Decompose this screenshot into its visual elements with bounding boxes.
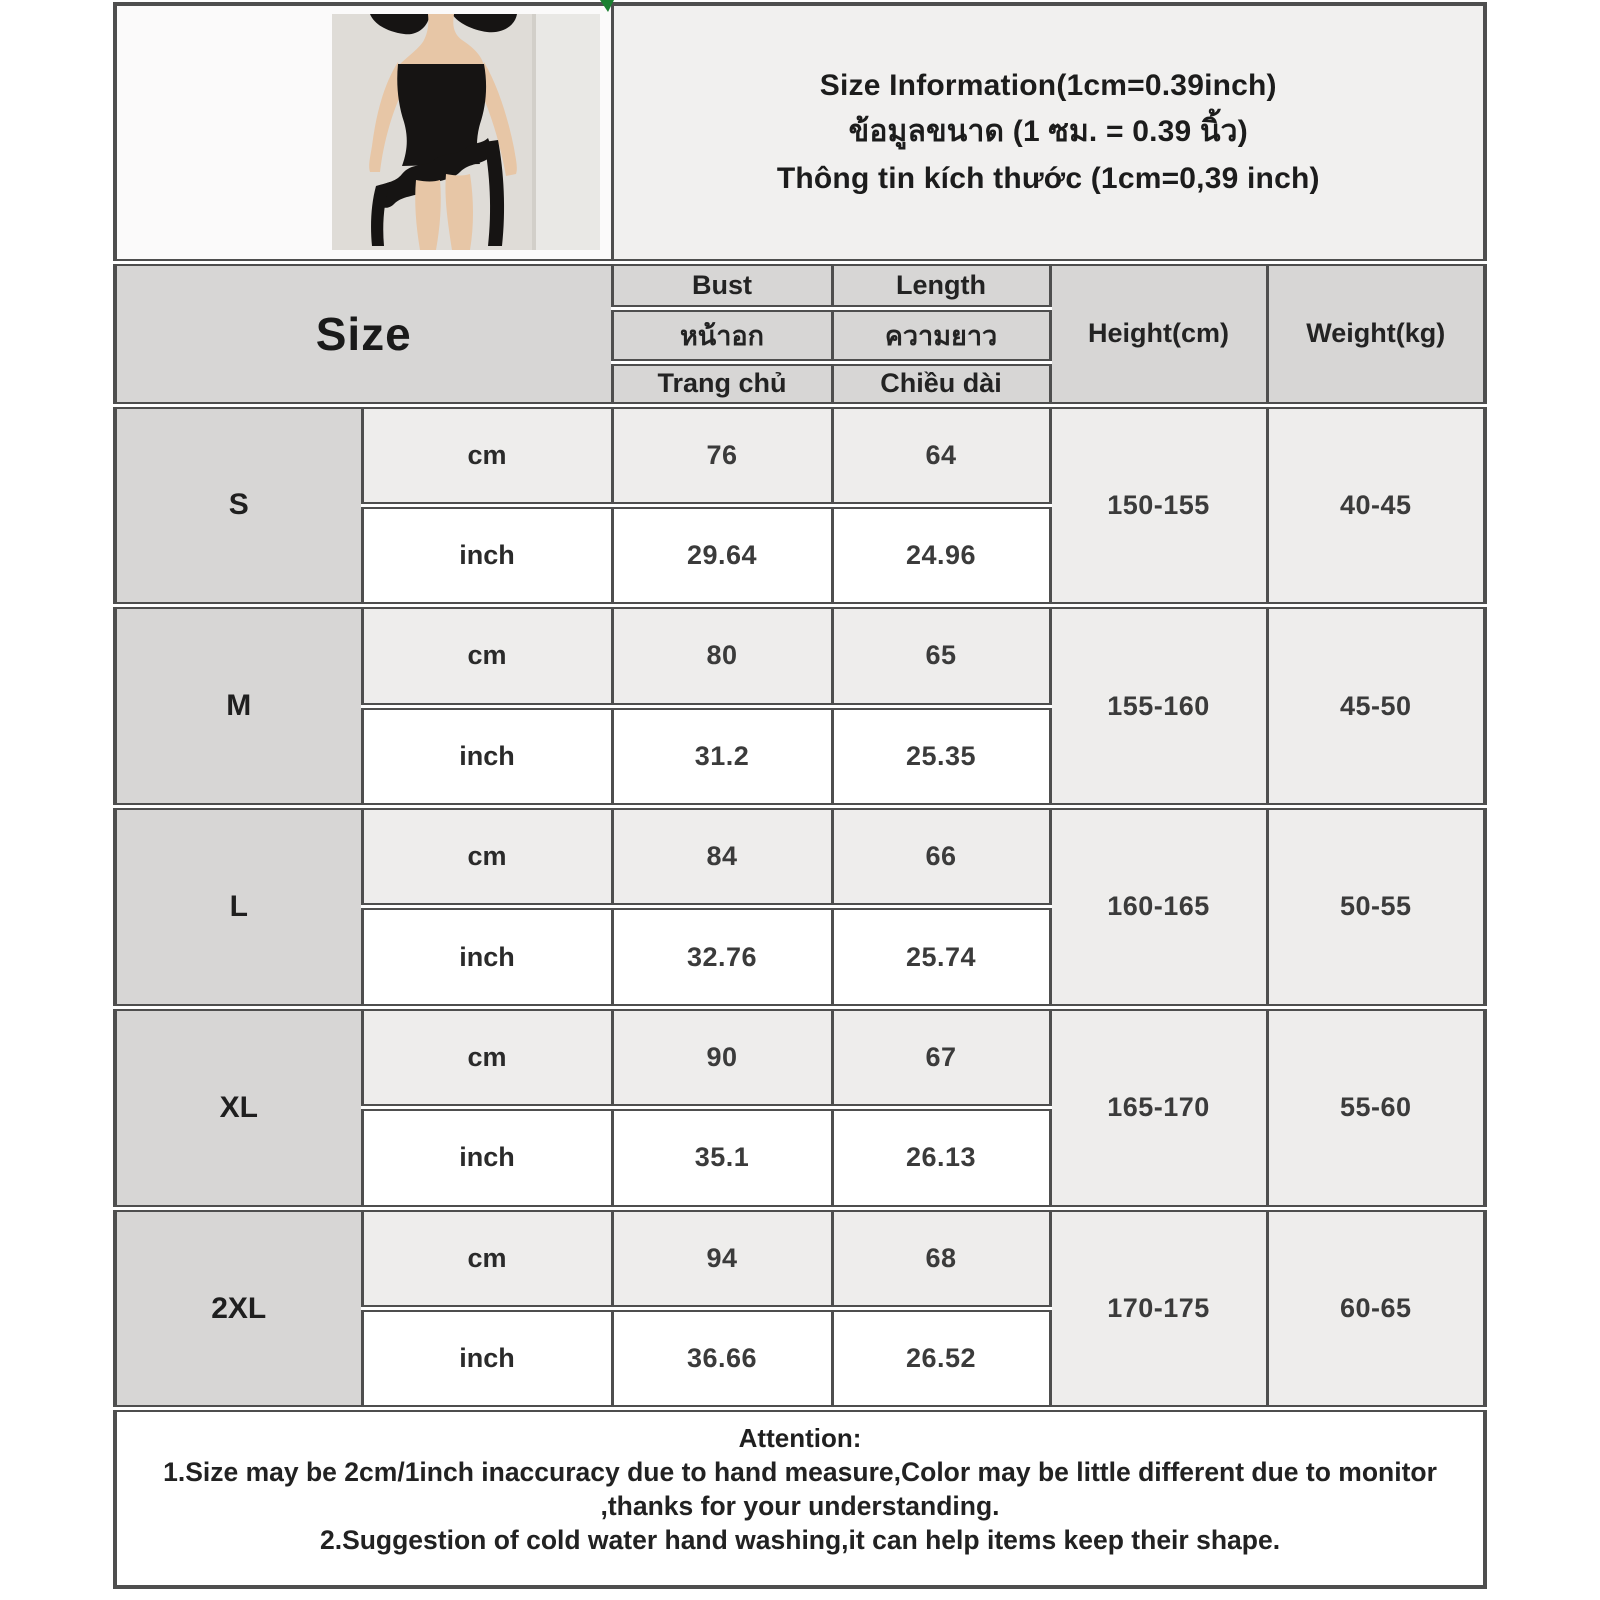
size-label-l: L [115,807,362,1008]
bust-cm-value-s: 76 [612,405,832,505]
length-inch-value-m: 25.35 [832,706,1050,806]
length-inch-value-xl: 26.13 [832,1108,1050,1208]
length-header-vi: Chiều dài [832,363,1050,405]
weight-value-l: 50-55 [1267,807,1485,1008]
bust-header-en: Bust [612,262,832,309]
size-label-m: M [115,606,362,807]
bust-cm-value-l: 84 [612,807,832,907]
unit-label-cm: cm [362,1007,612,1107]
height-value-s: 150-155 [1050,405,1267,606]
length-cm-value-xl: 67 [832,1007,1050,1107]
bust-header-th: หน้าอก [612,309,832,363]
unit-label-cm: cm [362,606,612,706]
length-cm-value-m: 65 [832,606,1050,706]
length-header-th: ความยาว [832,309,1050,363]
bust-inch-value-m: 31.2 [612,706,832,806]
length-inch-value-2xl: 26.52 [832,1309,1050,1409]
green-marker-icon [600,0,614,12]
height-column-header: Height(cm) [1050,262,1267,405]
bust-inch-value-l: 32.76 [612,907,832,1007]
unit-label-cm: cm [362,807,612,907]
length-cm-value-l: 66 [832,807,1050,907]
length-cm-value-2xl: 68 [832,1208,1050,1308]
size-chart-table [113,2,1487,1589]
attention-heading: Attention: [738,1423,862,1454]
length-inch-value-l: 25.74 [832,907,1050,1007]
unit-label-cm: cm [362,1208,612,1308]
size-label-2xl: 2XL [115,1208,362,1409]
height-value-m: 155-160 [1050,606,1267,807]
bust-inch-value-2xl: 36.66 [612,1309,832,1409]
bust-inch-value-s: 29.64 [612,505,832,605]
title-line-en: Size Information(1cm=0.39inch) [819,68,1277,102]
weight-value-2xl: 60-65 [1267,1208,1485,1409]
bust-cm-value-xl: 90 [612,1007,832,1107]
attention-note-2: 2.Suggestion of cold water hand washing,it can help items keep their shape. [319,1524,1281,1555]
bust-cm-value-m: 80 [612,606,832,706]
height-value-l: 160-165 [1050,807,1267,1008]
height-value-2xl: 170-175 [1050,1208,1267,1409]
product-photo-cell [115,4,612,262]
bust-header-vi: Trang chủ [612,363,832,405]
bust-cm-value-2xl: 94 [612,1208,832,1308]
weight-value-m: 45-50 [1267,606,1485,807]
weight-column-header: Weight(kg) [1267,262,1485,405]
weight-value-s: 40-45 [1267,405,1485,606]
attention-section [115,1409,1485,1587]
unit-label-inch: inch [362,1108,612,1208]
height-value-xl: 165-170 [1050,1007,1267,1208]
unit-label-inch: inch [362,505,612,605]
unit-label-cm: cm [362,405,612,505]
unit-label-inch: inch [362,1309,612,1409]
bust-inch-value-xl: 35.1 [612,1108,832,1208]
length-inch-value-s: 24.96 [832,505,1050,605]
size-label-s: S [115,405,362,606]
product-photo [332,14,600,250]
size-label-xl: XL [115,1007,362,1208]
attention-note-1: 1.Size may be 2cm/1inch inaccuracy due to hand measure,Color may be little different due to monitor ,thanks for your understanding. [163,1457,1437,1521]
unit-label-inch: inch [362,706,612,806]
title-line-vi: Thông tin kích thước (1cm=0,39 inch) [776,161,1320,195]
unit-label-inch: inch [362,907,612,1007]
size-info-title [612,4,1485,262]
length-cm-value-s: 64 [832,405,1050,505]
weight-value-xl: 55-60 [1267,1007,1485,1208]
size-column-header: Size [115,262,612,405]
length-header-en: Length [832,262,1050,309]
title-line-th: ข้อมูลขนาด (1 ซม. = 0.39 นิ้ว) [848,115,1248,149]
